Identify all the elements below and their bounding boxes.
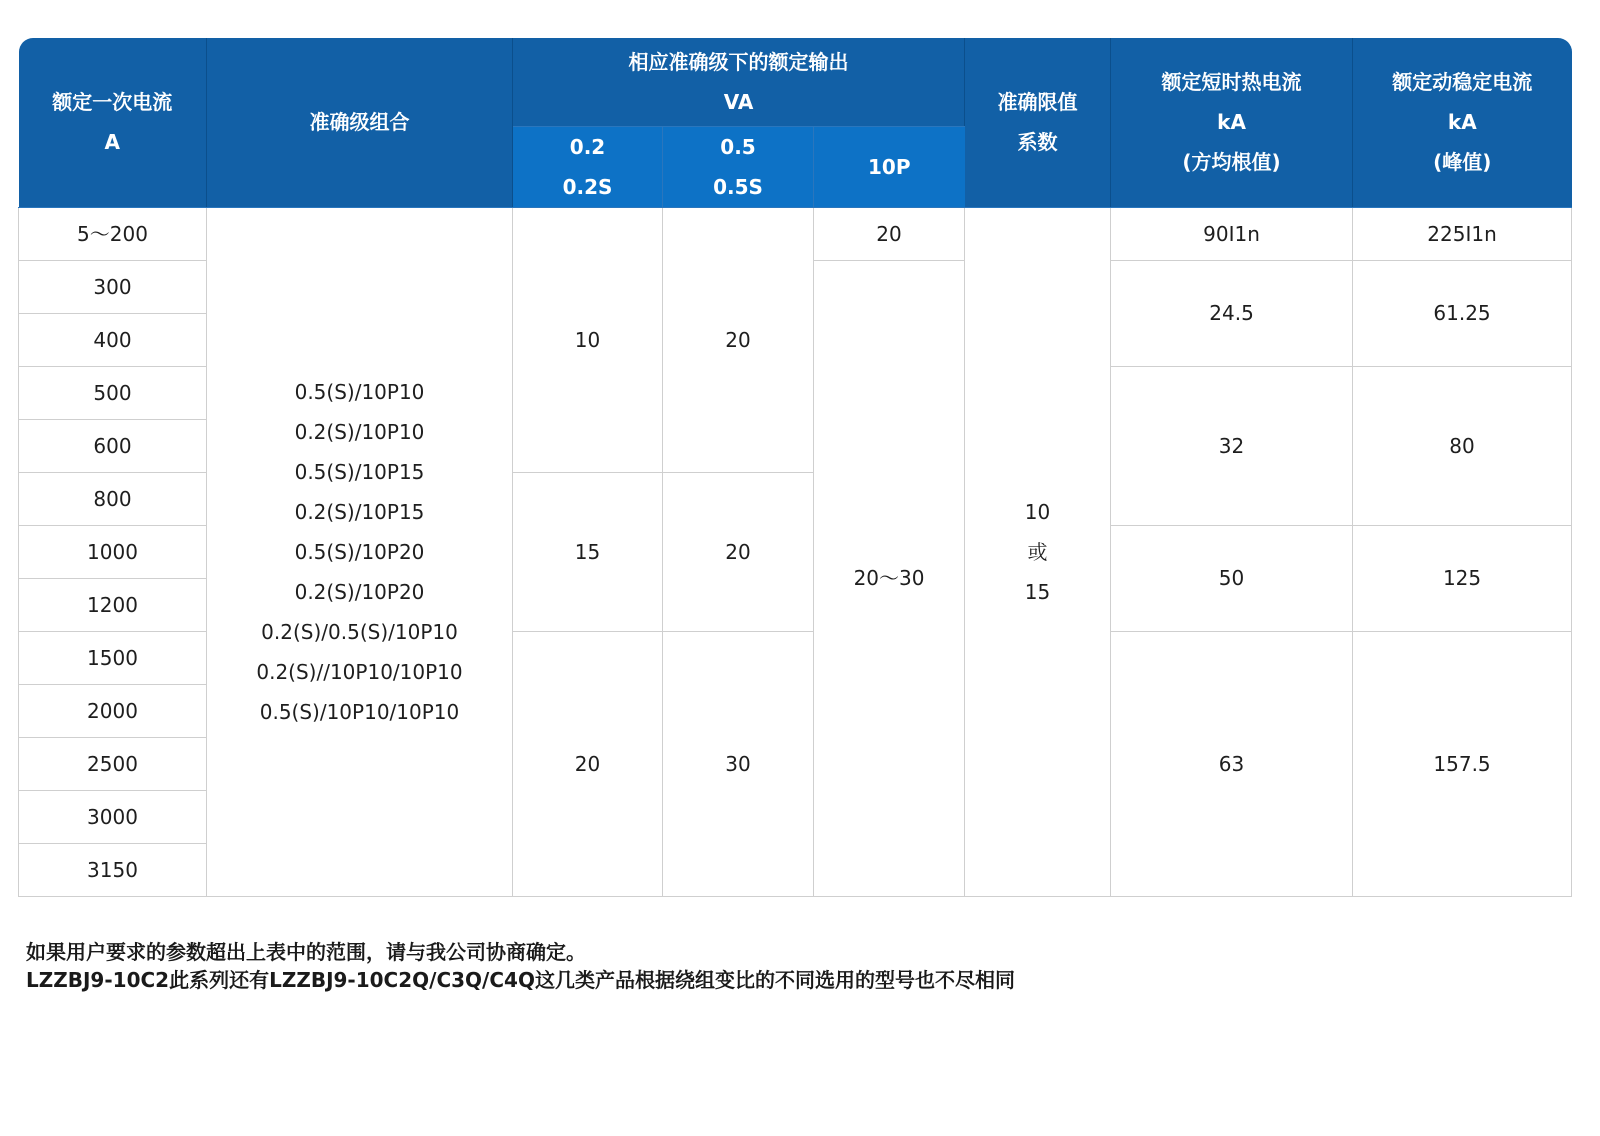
header-sub-02: 0.2 0.2S	[513, 126, 663, 207]
current-cell: 600	[19, 419, 207, 472]
current-cell: 3000	[19, 790, 207, 843]
output-05-cell: 30	[663, 631, 814, 896]
accuracy-combo-list: 0.5(S)/10P10 0.2(S)/10P10 0.5(S)/10P15 0.2(S)/10P15 0.5(S)/10P20 0.2(S)/10P20 0.2(S)/0.5(S)/10P10 0.2(S)//10P10/10P10 0.5(S)/10P10/10P10	[207, 207, 513, 896]
header-primary-current: 额定一次电流 A	[19, 38, 207, 207]
thermal-cell: 90I1n	[1111, 207, 1353, 260]
notes	[26, 938, 1015, 994]
accuracy-limit-factor-cell: 10 或 15	[965, 207, 1111, 896]
current-cell: 800	[19, 472, 207, 525]
header-sub-10p: 10P	[814, 126, 965, 207]
output-02-cell: 20	[513, 631, 663, 896]
dynamic-cell: 61.25	[1353, 260, 1572, 366]
output-10p-cell: 20	[814, 207, 965, 260]
output-02-cell: 15	[513, 472, 663, 631]
current-cell: 5～200	[19, 207, 207, 260]
dynamic-cell: 80	[1353, 366, 1572, 525]
header-accuracy-limit-factor: 准确限值 系数	[965, 38, 1111, 207]
thermal-cell: 63	[1111, 631, 1353, 896]
current-cell: 2000	[19, 684, 207, 737]
thermal-cell: 32	[1111, 366, 1353, 525]
dynamic-cell: 225I1n	[1353, 207, 1572, 260]
current-cell: 1200	[19, 578, 207, 631]
dynamic-cell: 125	[1353, 525, 1572, 631]
output-05-cell: 20	[663, 207, 814, 472]
current-cell: 400	[19, 313, 207, 366]
current-cell: 1500	[19, 631, 207, 684]
current-cell: 500	[19, 366, 207, 419]
header-sub-05: 0.5 0.5S	[663, 126, 814, 207]
current-cell: 300	[19, 260, 207, 313]
output-02-cell: 10	[513, 207, 663, 472]
current-cell: 1000	[19, 525, 207, 578]
header-thermal-current: 额定短时热电流 kA (方均根值)	[1111, 38, 1353, 207]
thermal-cell: 50	[1111, 525, 1353, 631]
thermal-cell: 24.5	[1111, 260, 1353, 366]
spec-table	[18, 38, 1572, 897]
note-line: 如果用户要求的参数超出上表中的范围，请与我公司协商确定。	[26, 940, 586, 964]
current-cell: 2500	[19, 737, 207, 790]
output-10p-cell: 20～30	[814, 260, 965, 896]
dynamic-cell: 157.5	[1353, 631, 1572, 896]
current-cell: 3150	[19, 843, 207, 896]
header-rated-output: 相应准确级下的额定输出 VA	[513, 38, 965, 126]
header-accuracy-combo: 准确级组合	[207, 38, 513, 207]
note-line: LZZBJ9-10C2此系列还有LZZBJ9-10C2Q/C3Q/C4Q这几类产品根据绕组变比的不同选用的型号也不尽相同	[26, 968, 1015, 992]
header-dynamic-current: 额定动稳定电流 kA (峰值)	[1353, 38, 1572, 207]
output-05-cell: 20	[663, 472, 814, 631]
